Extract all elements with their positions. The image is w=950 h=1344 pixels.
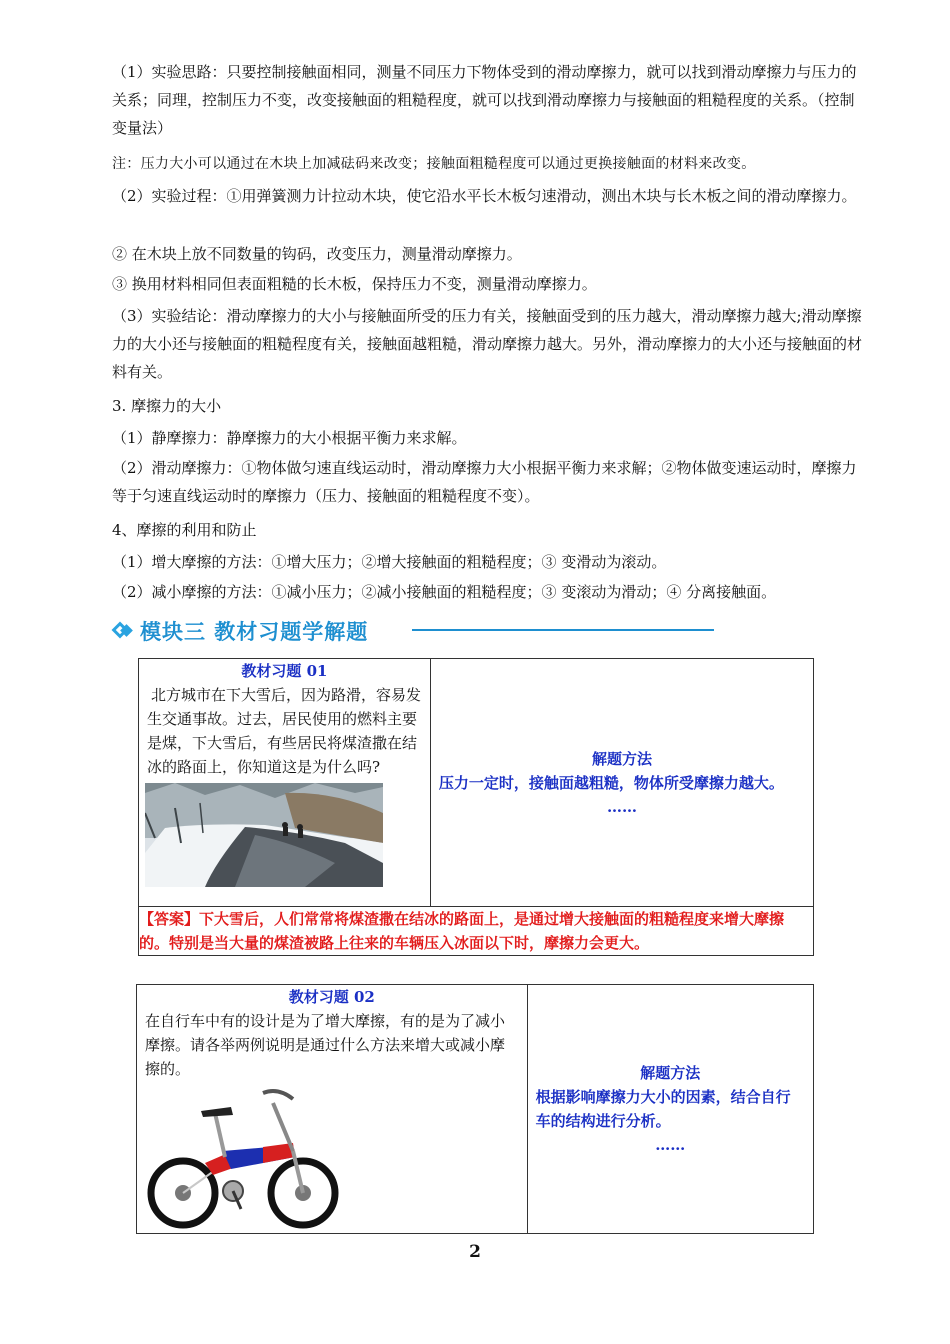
exercise-2-title: 教材习题 02 <box>288 988 375 1006</box>
note-paragraph: 注：压力大小可以通过在木块上加减砝码来改变；接触面粗糙程度可以通过更换接触面的材料来改变。 <box>112 156 756 172</box>
exercise-1-method-cell <box>430 659 813 907</box>
sliding-friction-paragraph: （2）滑动摩擦力：①物体做匀速直线运动时，滑动摩擦力大小根据平衡力来求解；②物体做变速运动时，摩擦力等于匀速直线运动时的摩擦力（压力、接触面的粗糙程度不变）。 <box>112 459 857 505</box>
exercise-1-answer: 【答案】下大雪后，人们常常将煤渣撒在结冰的路面上，是通过增大接触面的粗糙程度来增大摩擦的。特别是当大量的煤渣被路上往来的车辆压入冰面以下时，摩擦力会更大。 <box>139 907 814 956</box>
exercise-1-method-title: 解题方法 <box>591 749 652 768</box>
process-step-3: ③ 换用材料相同但表面粗糙的长木板，保持压力不变，测量滑动摩擦力。 <box>112 275 597 293</box>
experiment-conclusion-paragraph: （3）实验结论：滑动摩擦力的大小与接触面所受的压力有关，接触面受到的压力越大，滑动摩擦力越大;滑动摩擦力的大小还与接触面的粗糙程度有关，接触面越粗糙，滑动摩擦力越大。另外，滑动摩擦力的大小还与接触面的材料有关。 <box>112 307 863 381</box>
exercise-2-question: 在自行车中有的设计是为了增大摩擦，有的是为了减小摩擦。请各举两例说明是通过什么方法来增大或减小摩擦的。 <box>145 1012 506 1078</box>
experiment-process-paragraph: （2）实验过程：①用弹簧测力计拉动木块，使它沿水平长木板匀速滑动，测出木块与长木板之间的滑动摩擦力。 <box>112 187 857 205</box>
exercise-1-method-text: 压力一定时，接触面越粗糙，物体所受摩擦力越大。 <box>438 773 784 792</box>
exercise-1-title: 教材习题 01 <box>241 662 328 680</box>
exercise-1-question: 北方城市在下大雪后，因为路滑，容易发生交通事故。过去，居民使用的燃料主要是煤，下大雪后，有些居民将煤渣撒在结冰的路面上，你知道这是为什么吗? <box>147 686 422 776</box>
static-friction-paragraph: （1）静摩擦力：静摩擦力的大小根据平衡力来求解。 <box>112 429 467 447</box>
bicycle-photo <box>143 1083 343 1233</box>
process-step-2: ② 在木块上放不同数量的钩码，改变压力，测量滑动摩擦力。 <box>112 245 522 263</box>
section-heading <box>112 614 722 650</box>
snowy-road-photo <box>145 783 383 887</box>
exercise-2-ellipsis: …… <box>655 1136 686 1154</box>
exercise-1-question-cell <box>139 659 431 907</box>
exercise-2-method-title: 解题方法 <box>640 1064 701 1082</box>
exercise-2-table <box>136 984 814 1234</box>
friction-magnitude-heading: 3. 摩擦力的大小 <box>112 397 222 415</box>
exercise-2-question-cell <box>137 985 528 1234</box>
exercise-1-ellipsis: …… <box>606 797 637 816</box>
experiment-idea-paragraph: （1）实验思路：只要控制接触面相同，测量不同压力下物体受到的滑动摩擦力，就可以找到滑动摩擦力与压力的关系；同理，控制压力不变，改变接触面的粗糙程度，就可以找到滑动摩擦力与接触面的粗糙程度的关系。（控制变量法） <box>112 63 857 137</box>
increase-friction-paragraph: （1）增大摩擦的方法：①增大压力；②增大接触面的粗糙程度；③ 变滑动为滚动。 <box>112 553 667 571</box>
page-number: 2 <box>469 1242 481 1262</box>
bicycle-image <box>143 1083 343 1233</box>
exercise-2-method-text: 根据影响摩擦力大小的因素，结合自行车的结构进行分析。 <box>535 1088 791 1130</box>
section-rule <box>412 629 714 631</box>
section-title: 模块三 教材习题学解题 <box>140 620 369 644</box>
reduce-friction-paragraph: （2）减小摩擦的方法：①减小压力；②减小接触面的粗糙程度；③ 变滚动为滑动；④ 分离接触面。 <box>112 583 777 601</box>
friction-usage-heading: 4、摩擦的利用和防止 <box>112 521 257 539</box>
snowy-road-image <box>145 783 383 887</box>
exercise-2-method-cell <box>527 985 813 1234</box>
exercise-1-table <box>138 658 814 956</box>
